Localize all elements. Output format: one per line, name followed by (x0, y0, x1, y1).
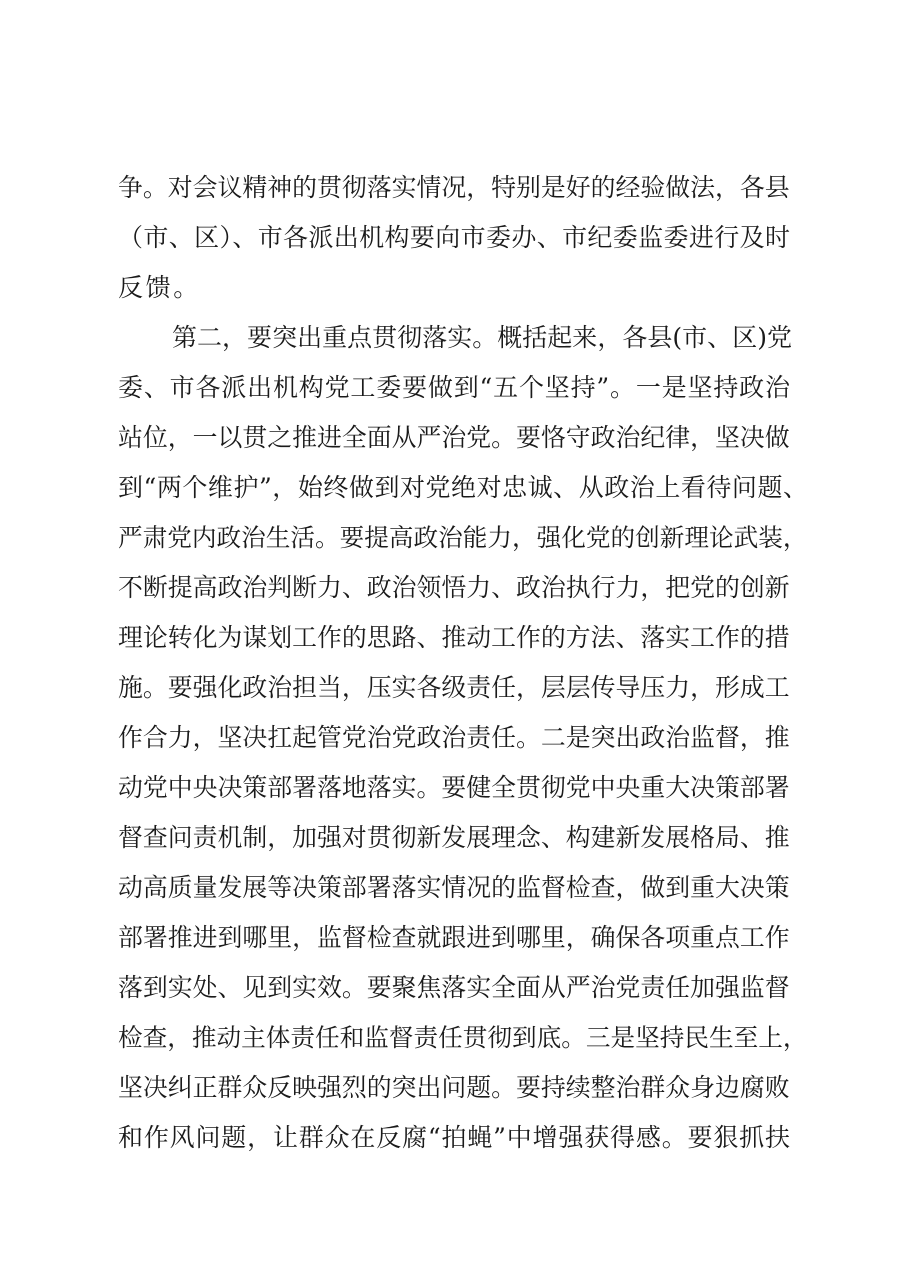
text-line-17: 落到实处、见到实效。要聚焦落实全面从严治党责任加强监督 (118, 973, 790, 1002)
text-line-2: （市、区）、市各派出机构要向市委办、市纪委监委进行及时 (118, 223, 791, 252)
text-line-6: 站位，一以贯之推进全面从严治党。要恪守政治纪律，坚决做 (118, 423, 790, 452)
text-line-1: 争。对会议精神的贯彻落实情况，特别是好的经验做法，各县 (118, 173, 790, 202)
text-line-20: 和作风问题，让群众在反腐“拍蝇”中增强获得感。要狠抓扶 (118, 1123, 791, 1152)
text-line-10: 理论转化为谋划工作的思路、推动工作的方法、落实工作的措 (118, 623, 790, 652)
text-line-18: 检查，推动主体责任和监督责任贯彻到底。三是坚持民生至上， (118, 1023, 808, 1052)
text-line-19: 坚决纠正群众反映强烈的突出问题。要持续整治群众身边腐败 (118, 1073, 790, 1102)
text-line-9: 不断提高政治判断力、政治领悟力、政治执行力，把党的创新 (118, 573, 790, 602)
text-line-8: 严肃党内政治生活。要提高政治能力，强化党的创新理论武装， (118, 523, 808, 552)
text-line-3: 反馈。 (118, 273, 201, 302)
text-line-15: 动高质量发展等决策部署落实情况的监督检查，做到重大决策 (118, 873, 790, 902)
text-line-11: 施。要强化政治担当，压实各级责任，层层传导压力，形成工 (118, 673, 790, 702)
text-line-14: 督查问责机制，加强对贯彻新发展理念、构建新发展格局、推 (118, 823, 790, 852)
text-line-4: 第二，要突出重点贯彻落实。概括起来，各县(市、区)党 (172, 323, 793, 352)
text-line-16: 部署推进到哪里，监督检查就跟进到哪里，确保各项重点工作 (118, 923, 790, 952)
text-line-13: 动党中央决策部署落地落实。要健全贯彻党中央重大决策部署 (118, 773, 790, 802)
text-line-7: 到“两个维护”，始终做到对党绝对忠诚、从政治上看待问题、 (118, 473, 809, 502)
text-line-5: 委、市各派出机构党工委要做到“五个坚持”。一是坚持政治 (118, 373, 791, 402)
text-line-12: 作合力，坚决扛起管党治党政治责任。二是突出政治监督，推 (118, 723, 790, 752)
